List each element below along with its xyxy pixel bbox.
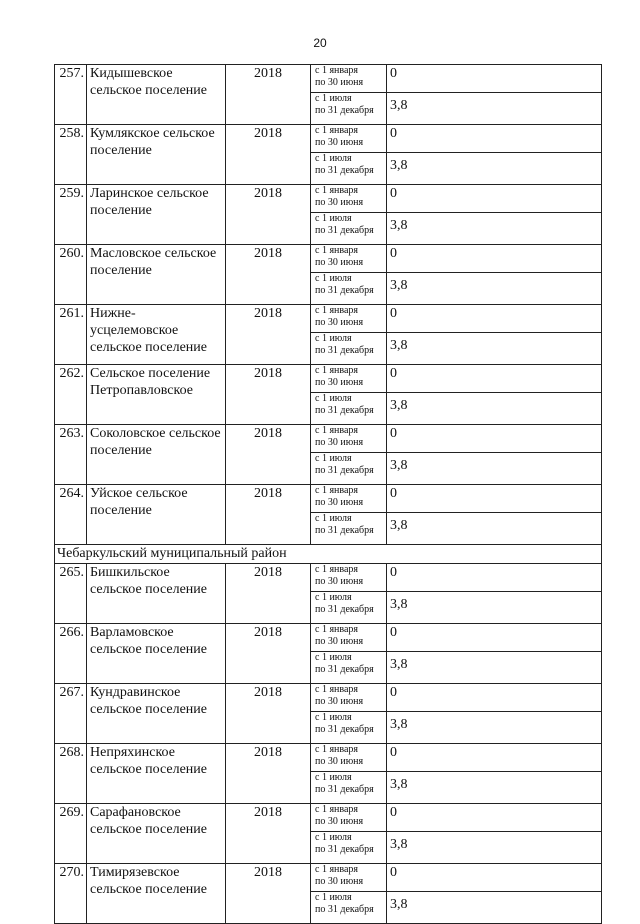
rate-second-half: 3,8 (387, 652, 602, 684)
settlement-name: Кундравинское сельское поселение (87, 684, 226, 744)
period-first-half-text: с 1 января по 30 июня (315, 804, 364, 827)
period-second-half-text: с 1 июля по 31 декабря (315, 832, 374, 855)
table-row (55, 684, 602, 712)
row-number: 260. (55, 245, 87, 305)
table-row (55, 125, 602, 153)
period-first-half-text: с 1 января по 30 июня (315, 65, 364, 88)
row-number: 263. (55, 425, 87, 485)
year: 2018 (226, 485, 311, 545)
settlement-name: Кумлякское сельское поселение (87, 125, 226, 185)
period-first-half (311, 804, 387, 832)
table-row (55, 624, 602, 652)
period-second-half (311, 652, 387, 684)
settlement-name: Ларинское сельское поселение (87, 185, 226, 245)
rate-first-half: 0 (387, 65, 602, 93)
rates-table (54, 64, 602, 924)
row-number: 259. (55, 185, 87, 245)
rate-first-half: 0 (387, 624, 602, 652)
rate-second-half: 3,8 (387, 892, 602, 924)
settlement-name: Бишкильское сельское поселение (87, 564, 226, 624)
year: 2018 (226, 185, 311, 245)
table-row (55, 485, 602, 513)
settlement-name: Кидышевское сельское поселение (87, 65, 226, 125)
rate-second-half: 3,8 (387, 393, 602, 425)
period-second-half (311, 273, 387, 305)
year: 2018 (226, 624, 311, 684)
period-second-half (311, 393, 387, 425)
period-first-half-text: с 1 января по 30 июня (315, 744, 364, 767)
period-first-half-text: с 1 января по 30 июня (315, 365, 364, 388)
period-second-half-text: с 1 июля по 31 декабря (315, 652, 374, 675)
row-number: 267. (55, 684, 87, 744)
table-row (55, 744, 602, 772)
period-second-half-text: с 1 июля по 31 декабря (315, 513, 374, 536)
period-second-half (311, 333, 387, 365)
period-first-half (311, 185, 387, 213)
period-second-half-text: с 1 июля по 31 декабря (315, 772, 374, 795)
rate-first-half: 0 (387, 485, 602, 513)
period-second-half (311, 213, 387, 245)
row-number: 266. (55, 624, 87, 684)
rate-first-half: 0 (387, 425, 602, 453)
year: 2018 (226, 365, 311, 425)
rates-table-body (55, 65, 602, 924)
period-second-half-text: с 1 июля по 31 декабря (315, 93, 374, 116)
row-number: 265. (55, 564, 87, 624)
rate-first-half: 0 (387, 744, 602, 772)
period-first-half (311, 624, 387, 652)
rate-second-half: 3,8 (387, 333, 602, 365)
period-first-half-text: с 1 января по 30 июня (315, 305, 364, 328)
year: 2018 (226, 564, 311, 624)
rate-first-half: 0 (387, 564, 602, 592)
period-second-half-text: с 1 июля по 31 декабря (315, 273, 374, 296)
period-second-half-text: с 1 июля по 31 декабря (315, 453, 374, 476)
settlement-name: Сельское поселение Петропавловское (87, 365, 226, 425)
section-title: Чебаркульский муниципальный район (55, 545, 602, 564)
period-first-half (311, 245, 387, 273)
period-second-half-text: с 1 июля по 31 декабря (315, 333, 374, 356)
period-first-half-text: с 1 января по 30 июня (315, 684, 364, 707)
period-second-half-text: с 1 июля по 31 декабря (315, 712, 374, 735)
settlement-name: Уйское сельское поселение (87, 485, 226, 545)
settlement-name: Варламовское сельское поселение (87, 624, 226, 684)
row-number: 262. (55, 365, 87, 425)
year: 2018 (226, 65, 311, 125)
year: 2018 (226, 684, 311, 744)
period-first-half (311, 485, 387, 513)
period-second-half-text: с 1 июля по 31 декабря (315, 393, 374, 416)
period-first-half-text: с 1 января по 30 июня (315, 564, 364, 587)
rate-second-half: 3,8 (387, 213, 602, 245)
period-first-half (311, 305, 387, 333)
period-second-half (311, 772, 387, 804)
period-first-half-text: с 1 января по 30 июня (315, 425, 364, 448)
period-first-half-text: с 1 января по 30 июня (315, 864, 364, 887)
table-row (55, 365, 602, 393)
period-second-half (311, 513, 387, 545)
rate-first-half: 0 (387, 804, 602, 832)
row-number: 261. (55, 305, 87, 365)
period-first-half (311, 744, 387, 772)
settlement-name: Нижне-усцелемовское сельское поселение (87, 305, 226, 365)
row-number: 269. (55, 804, 87, 864)
rate-second-half: 3,8 (387, 592, 602, 624)
period-first-half (311, 125, 387, 153)
settlement-name: Соколовское сельское поселение (87, 425, 226, 485)
period-first-half (311, 65, 387, 93)
rate-second-half: 3,8 (387, 513, 602, 545)
rate-first-half: 0 (387, 125, 602, 153)
table-row (55, 305, 602, 333)
rate-second-half: 3,8 (387, 453, 602, 485)
period-first-half (311, 425, 387, 453)
period-first-half-text: с 1 января по 30 июня (315, 245, 364, 268)
period-second-half (311, 832, 387, 864)
table-row (55, 245, 602, 273)
page-number: 20 (313, 36, 327, 50)
rate-second-half: 3,8 (387, 153, 602, 185)
rate-first-half: 0 (387, 305, 602, 333)
period-second-half-text: с 1 июля по 31 декабря (315, 892, 374, 915)
rate-first-half: 0 (387, 864, 602, 892)
row-number: 270. (55, 864, 87, 924)
section-row (55, 545, 602, 564)
year: 2018 (226, 425, 311, 485)
rate-second-half: 3,8 (387, 273, 602, 305)
period-second-half-text: с 1 июля по 31 декабря (315, 213, 374, 236)
row-number: 258. (55, 125, 87, 185)
row-number: 257. (55, 65, 87, 125)
row-number: 264. (55, 485, 87, 545)
rate-first-half: 0 (387, 245, 602, 273)
year: 2018 (226, 305, 311, 365)
year: 2018 (226, 804, 311, 864)
period-first-half (311, 684, 387, 712)
table-row (55, 804, 602, 832)
period-first-half-text: с 1 января по 30 июня (315, 624, 364, 647)
period-first-half (311, 864, 387, 892)
settlement-name: Непряхинское сельское поселение (87, 744, 226, 804)
rate-first-half: 0 (387, 185, 602, 213)
rates-table-container (54, 64, 602, 924)
row-number: 268. (55, 744, 87, 804)
period-second-half (311, 93, 387, 125)
year: 2018 (226, 125, 311, 185)
settlement-name: Тимирязевское сельское поселение (87, 864, 226, 924)
rate-second-half: 3,8 (387, 712, 602, 744)
period-second-half-text: с 1 июля по 31 декабря (315, 153, 374, 176)
settlement-name: Сарафановское сельское поселение (87, 804, 226, 864)
rate-second-half: 3,8 (387, 93, 602, 125)
period-second-half-text: с 1 июля по 31 декабря (315, 592, 374, 615)
period-first-half-text: с 1 января по 30 июня (315, 485, 364, 508)
table-row (55, 564, 602, 592)
period-second-half (311, 712, 387, 744)
table-row (55, 864, 602, 892)
period-second-half (311, 892, 387, 924)
period-first-half (311, 365, 387, 393)
table-row (55, 425, 602, 453)
rate-second-half: 3,8 (387, 832, 602, 864)
period-first-half-text: с 1 января по 30 июня (315, 185, 364, 208)
settlement-name: Масловское сельское поселение (87, 245, 226, 305)
rate-first-half: 0 (387, 684, 602, 712)
rate-second-half: 3,8 (387, 772, 602, 804)
period-second-half (311, 153, 387, 185)
period-second-half (311, 453, 387, 485)
year: 2018 (226, 864, 311, 924)
period-first-half (311, 564, 387, 592)
period-second-half (311, 592, 387, 624)
table-row (55, 65, 602, 93)
period-first-half-text: с 1 января по 30 июня (315, 125, 364, 148)
rate-first-half: 0 (387, 365, 602, 393)
table-row (55, 185, 602, 213)
year: 2018 (226, 245, 311, 305)
year: 2018 (226, 744, 311, 804)
